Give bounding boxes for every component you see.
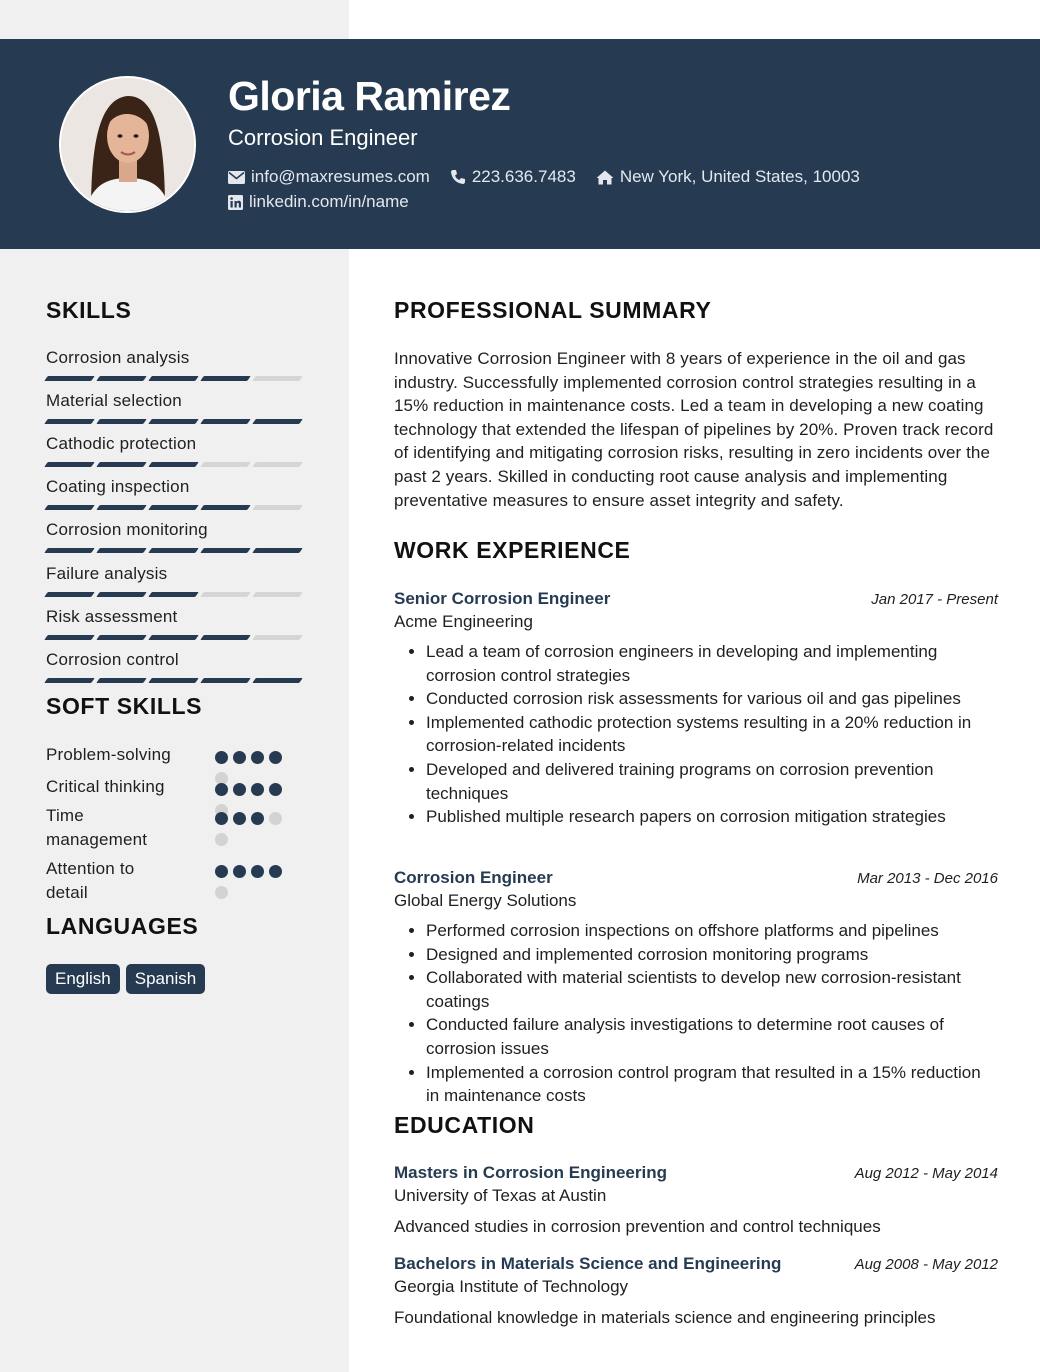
skill-level-segment <box>44 376 95 381</box>
soft-skill-item <box>46 775 296 801</box>
avatar <box>59 76 196 213</box>
skill-level-segment <box>44 592 95 597</box>
soft-skill-dot <box>215 833 228 846</box>
skill-level-segment <box>44 505 95 510</box>
soft-skill-dot <box>251 812 264 825</box>
skill-level-segment <box>44 462 95 467</box>
job-company: Global Energy Solutions <box>394 891 577 910</box>
skill-level-segment <box>96 592 147 597</box>
skill-level-segment <box>148 548 199 553</box>
education-heading: EDUCATION <box>394 1112 535 1138</box>
candidate-title: Corrosion Engineer <box>228 125 418 150</box>
job-dates: Mar 2013 - Dec 2016 <box>857 870 998 887</box>
soft-skill-name: Critical thinking <box>46 777 165 796</box>
job-title: Corrosion Engineer <box>394 868 553 887</box>
skill-level-segment <box>252 678 303 683</box>
job-entry <box>394 867 998 1108</box>
skill-name: Coating inspection <box>46 477 190 496</box>
skill-level-segment <box>148 505 199 510</box>
linkedin-icon <box>228 195 243 210</box>
job-bullet: • Performed corrosion inspections on offshore platforms and pipelines <box>426 919 998 943</box>
skill-item <box>46 650 302 683</box>
skill-item <box>46 391 302 424</box>
skill-item <box>46 564 302 597</box>
soft-skill-dot <box>215 783 228 796</box>
education-description: Foundational knowledge in materials science and engineering principles <box>394 1308 936 1327</box>
skill-level-segment <box>44 548 95 553</box>
job-bullet: • Lead a team of corrosion engineers in developing and implementing corrosion control strategies <box>426 640 998 687</box>
job-company: Acme Engineering <box>394 612 533 631</box>
contact-row-linkedin <box>228 192 409 212</box>
skill-level-segment <box>200 462 251 467</box>
education-description: Advanced studies in corrosion prevention and control techniques <box>394 1217 881 1236</box>
soft-skill-name: Problem-solving <box>46 745 171 764</box>
soft-skill-name: Time management <box>46 806 148 849</box>
skill-name: Risk assessment <box>46 607 178 626</box>
skill-level-segment <box>44 635 95 640</box>
soft-skill-dot <box>215 865 228 878</box>
degree-title: Bachelors in Materials Science and Engineering <box>394 1254 782 1273</box>
skill-level-segment <box>96 419 147 424</box>
soft-skill-dot <box>233 783 246 796</box>
soft-skill-dot <box>233 812 246 825</box>
education-entry <box>394 1253 998 1329</box>
contact-location <box>596 167 860 187</box>
skill-level-segment <box>200 505 251 510</box>
skill-level-segment <box>148 462 199 467</box>
skill-level-segment <box>96 548 147 553</box>
summary-text: Innovative Corrosion Engineer with 8 years of experience in the oil and gas industry. Successfully implemented corrosion control strategies resulting in a 15% reduction in maintenance costs. Led a team in developing a new coating technology that extended the lifespan of pipelines by 20%. Proven track record of identifying and mitigating corrosion risks, resulting in zero incidents over the past 2 years. Skilled in conducting root cause analysis and implementing preventative measures to ensure asset integrity and safety. <box>394 349 994 510</box>
skill-level-bar <box>46 678 302 683</box>
job-bullet: • Implemented cathodic protection systems resulting in a 20% reduction in corrosion-related incidents <box>426 711 998 758</box>
soft-skill-item <box>46 857 296 907</box>
languages-heading: LANGUAGES <box>46 913 199 939</box>
school-name: University of Texas at Austin <box>394 1186 607 1205</box>
resume-header <box>0 39 1040 249</box>
skill-level-segment <box>148 678 199 683</box>
contact-phone[interactable] <box>450 167 576 187</box>
profile-photo <box>61 78 194 211</box>
skills-heading: SKILLS <box>46 297 132 323</box>
job-entry <box>394 588 998 829</box>
skill-name: Cathodic protection <box>46 434 197 453</box>
soft-skill-dot <box>251 783 264 796</box>
job-bullet: • Published multiple research papers on corrosion mitigation strategies <box>426 805 998 829</box>
skill-level-segment <box>148 419 199 424</box>
location-text: New York, United States, 10003 <box>619 167 860 186</box>
job-bullets <box>394 919 998 1108</box>
contact-email[interactable] <box>228 167 430 187</box>
soft-skill-dot <box>269 751 282 764</box>
job-title: Senior Corrosion Engineer <box>394 589 611 608</box>
skill-level-segment <box>148 635 199 640</box>
degree-title: Masters in Corrosion Engineering <box>394 1163 667 1182</box>
skill-level-segment <box>96 678 147 683</box>
education-dates: Aug 2008 - May 2012 <box>854 1256 998 1273</box>
skill-level-bar <box>46 592 302 597</box>
skill-level-segment <box>252 376 303 381</box>
skill-level-segment <box>252 635 303 640</box>
skill-level-segment <box>200 419 251 424</box>
language-badge: Spanish <box>126 964 205 994</box>
soft-skill-dot <box>233 751 246 764</box>
soft-skill-dot <box>215 812 228 825</box>
skill-name: Corrosion analysis <box>46 348 190 367</box>
skill-level-bar <box>46 635 302 640</box>
skill-level-segment <box>44 678 95 683</box>
job-dates: Jan 2017 - Present <box>871 591 998 608</box>
skill-item <box>46 348 302 381</box>
skill-level-bar <box>46 419 302 424</box>
soft-skill-dot <box>269 812 282 825</box>
skill-level-segment <box>200 548 251 553</box>
job-bullet: • Designed and implemented corrosion monitoring programs <box>426 943 998 967</box>
skill-item <box>46 520 302 553</box>
job-bullet: • Conducted failure analysis investigations to determine root causes of corrosion issues <box>426 1013 998 1060</box>
education-dates: Aug 2012 - May 2014 <box>854 1165 998 1182</box>
skill-level-segment <box>200 592 251 597</box>
soft-skill-dot <box>269 783 282 796</box>
skill-level-segment <box>44 419 95 424</box>
skill-name: Material selection <box>46 391 182 410</box>
skill-level-segment <box>200 635 251 640</box>
skill-name: Failure analysis <box>46 564 168 583</box>
skill-name: Corrosion control <box>46 650 179 669</box>
summary-heading: PROFESSIONAL SUMMARY <box>394 297 712 323</box>
soft-skill-item <box>46 804 296 854</box>
soft-skill-dot <box>215 751 228 764</box>
home-icon <box>596 170 614 185</box>
candidate-name: Gloria Ramirez <box>228 73 511 119</box>
job-bullet: • Conducted corrosion risk assessments for various oil and gas pipelines <box>426 687 998 711</box>
soft-skill-item <box>46 743 296 769</box>
skill-level-bar <box>46 376 302 381</box>
skill-level-segment <box>148 376 199 381</box>
experience-heading: WORK EXPERIENCE <box>394 537 631 563</box>
skill-level-segment <box>200 678 251 683</box>
skill-level-segment <box>96 635 147 640</box>
linkedin-text: linkedin.com/in/name <box>249 192 409 211</box>
job-bullet: • Implemented a corrosion control program that resulted in a 15% reduction in maintenance costs <box>426 1061 998 1108</box>
skill-level-segment <box>252 462 303 467</box>
phone-icon <box>450 169 466 185</box>
contact-linkedin[interactable] <box>228 192 409 212</box>
skill-item <box>46 434 302 467</box>
soft-skill-dot <box>251 751 264 764</box>
soft-skill-name: Attention to detail <box>46 859 135 902</box>
education-entry <box>394 1162 998 1238</box>
languages-list <box>46 964 205 994</box>
job-bullet: • Collaborated with material scientists to develop new corrosion-resistant coatings <box>426 966 998 1013</box>
soft-skill-dot <box>233 865 246 878</box>
email-text: info@maxresumes.com <box>251 167 430 186</box>
skill-item <box>46 607 302 640</box>
job-bullets <box>394 640 998 829</box>
contact-row <box>228 167 860 187</box>
skill-level-bar <box>46 462 302 467</box>
skill-level-bar <box>46 505 302 510</box>
skill-level-segment <box>252 592 303 597</box>
skill-level-bar <box>46 548 302 553</box>
skill-level-segment <box>200 376 251 381</box>
skill-name: Corrosion monitoring <box>46 520 208 539</box>
envelope-icon <box>228 171 245 184</box>
soft-skill-dot <box>251 865 264 878</box>
soft-skill-dot <box>215 886 228 899</box>
language-badge: English <box>46 964 120 994</box>
phone-text: 223.636.7483 <box>471 167 576 186</box>
soft-skills-heading: SOFT SKILLS <box>46 693 203 719</box>
job-bullet: • Developed and delivered training programs on corrosion prevention techniques <box>426 758 998 805</box>
skill-level-segment <box>252 548 303 553</box>
skill-level-segment <box>252 505 303 510</box>
skill-level-segment <box>148 592 199 597</box>
skill-level-segment <box>96 376 147 381</box>
soft-skill-dot <box>269 865 282 878</box>
skill-level-segment <box>252 419 303 424</box>
skill-level-segment <box>96 505 147 510</box>
skill-level-segment <box>96 462 147 467</box>
skill-item <box>46 477 302 510</box>
school-name: Georgia Institute of Technology <box>394 1277 629 1296</box>
